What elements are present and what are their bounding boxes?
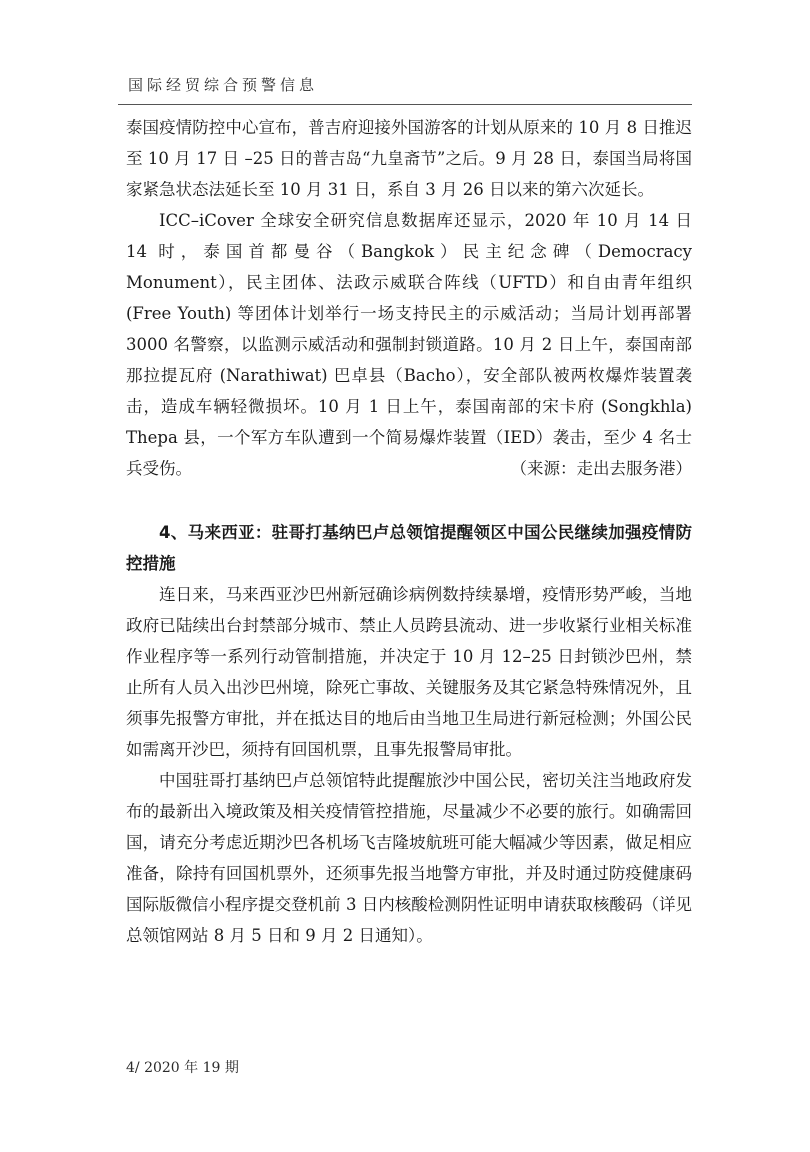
paragraph-thailand-tourism: 泰国疫情防控中心宣布，普吉府迎接外国游客的计划从原来的 10 月 8 日推迟至 10 月 17 日 –25 日的普吉岛“九皇斋节”之后。9 月 28 日，泰国当局将国家紧急状态法延长至 10 月 31 日，系自 3 月 26 日以来的第六次延长。: [126, 118, 692, 199]
page-footer: 4/ 2020 年 19 期: [126, 1060, 239, 1076]
source-note: （来源：走出去服务港）: [510, 459, 692, 478]
paragraph-consulate-reminder: 中国驻哥打基纳巴卢总领馆特此提醒旅沙中国公民，密切关注当地政府发布的最新出入境政策及相关疫情管控措施，尽量减少不必要的旅行。如确需回国，请充分考虑近期沙巴各机场飞吉隆坡航班可能大幅减少等因素，做足相应准备，除持有回国机票外，还须事先报当地警方审批，并及时通过防疫健康码国际版微信小程序提交登机前 3 日内核酸检测阴性证明申请获取核酸码（详见总领馆网站 8 月 5 日和 9 月 2 日通知）。: [126, 771, 692, 945]
header-divider: [118, 104, 692, 105]
running-header: 国际经贸综合预警信息: [128, 76, 319, 94]
article-body: [126, 112, 692, 951]
paragraph-sabah-measures: 连日来，马来西亚沙巴州新冠确诊病例数持续暴增，疫情形势严峻，当地政府已陆续出台封禁部分城市、禁止人员跨县流动、进一步收紧行业相关标准作业程序等一系列行动管制措施，并决定于 10 月 12–25 日封锁沙巴州，禁止所有人员入出沙巴州境，除死亡事故、关键服务及其它紧急特殊情况外，且须事先报警方审批，并在抵达目的地后由当地卫生局进行新冠检测；外国公民如需离开沙巴，须持有回国机票，且事先报警局审批。: [126, 585, 692, 759]
paragraph-thailand-security: ICC–iCover 全球安全研究信息数据库还显示，2020 年 10 月 14 日 14 时，泰国首都曼谷（Bangkok）民主纪念碑（Democracy Monument），民主团体、法政示威联合阵线（UFTD）和自由青年组织 (Free Youth) 等团体计划举行一场支持民主的示威活动；当局计划再部署 3000 名警察，以监测示威活动和强制封锁道路。10 月 2 日上午，泰国南部那拉提瓦府 (Narathiwat) 巴卓县（Bacho），安全部队被两枚爆炸装置袭击，造成车辆轻微损坏。10 月 1 日上午，泰国南部的宋卡府 (Songkhla) Thepa 县，一个军方车队遭到一个简易爆炸装置（IED）袭击，至少 4 名士兵受伤。: [126, 211, 692, 478]
section-title-malaysia: 4、马来西亚：驻哥打基纳巴卢总领馆提醒领区中国公民继续加强疫情防控措施: [126, 523, 692, 573]
